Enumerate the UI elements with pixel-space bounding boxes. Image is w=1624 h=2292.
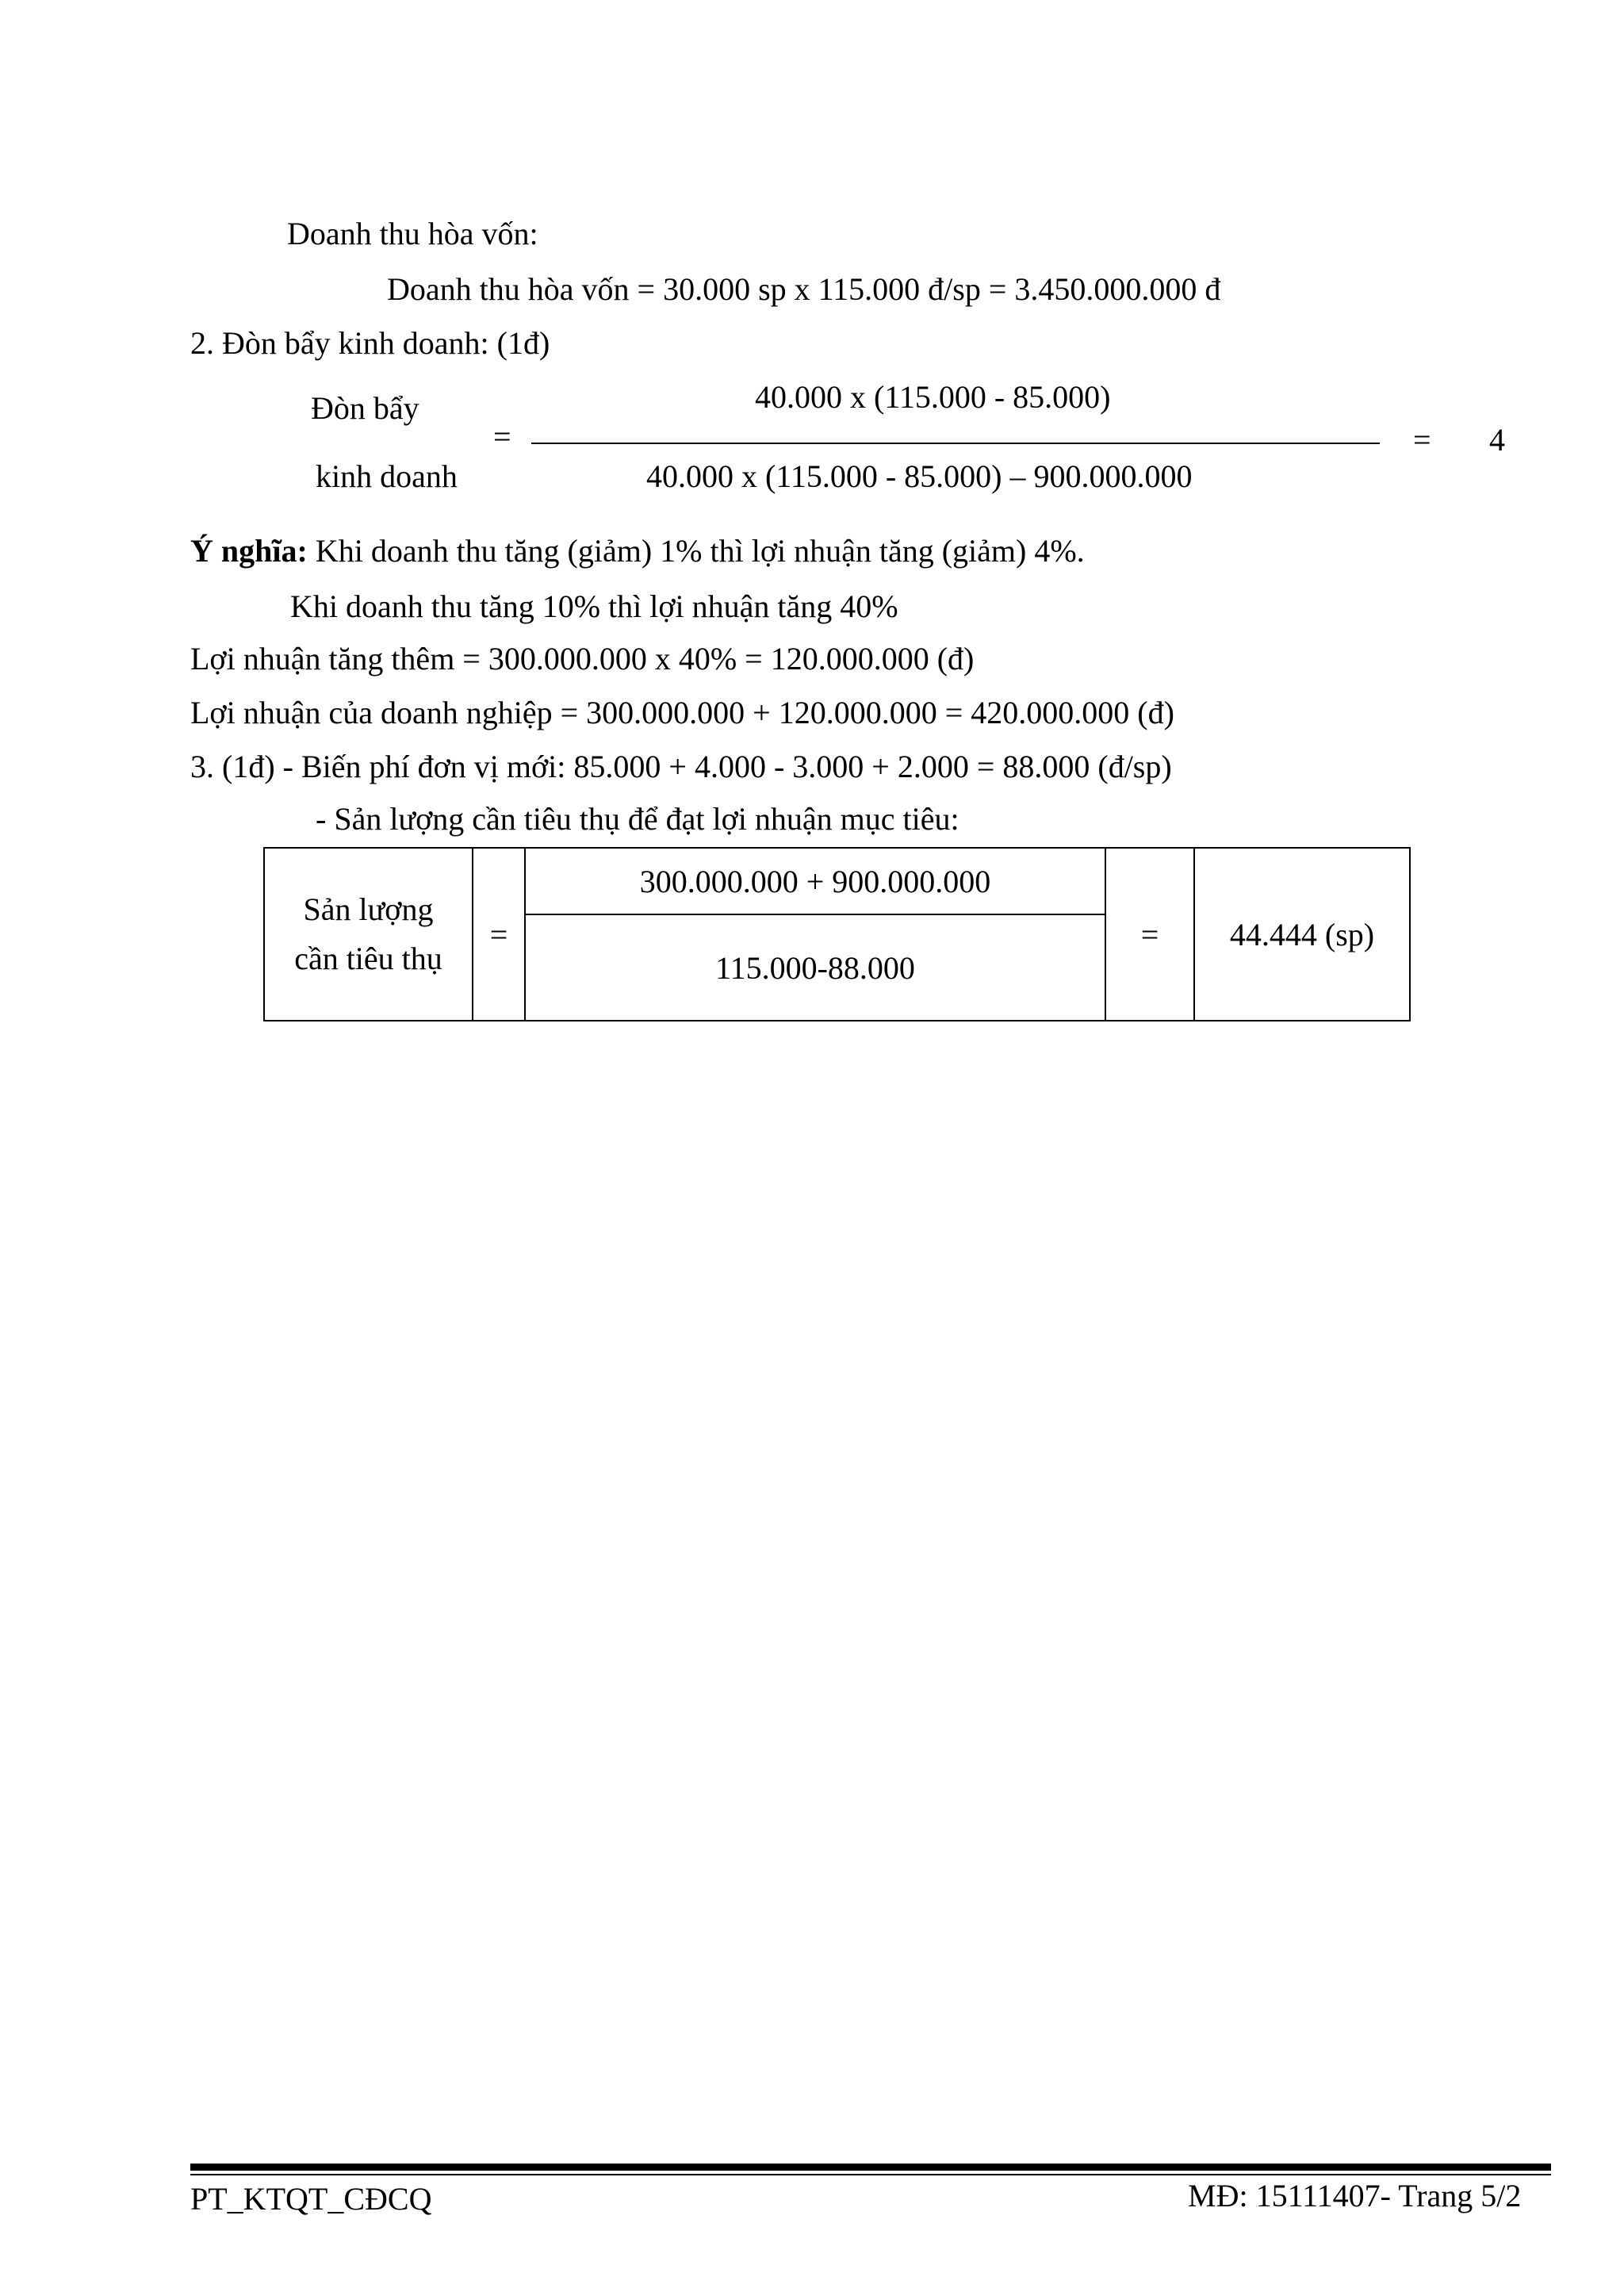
meaning-line2: Khi doanh thu tăng 10% thì lợi nhuận tăng 40% xyxy=(290,588,898,624)
variable-cost-line: 3. (1đ) - Biến phí đơn vị mới: 85.000 + 4.000 - 3.000 + 2.000 = 88.000 (đ/sp) xyxy=(190,749,1172,784)
volume-result-equals: = xyxy=(1140,916,1159,952)
leverage-denominator: 40.000 x (115.000 - 85.000) – 900.000.000 xyxy=(646,458,1193,494)
volume-equals-cell xyxy=(473,848,525,1021)
breakeven-revenue-formula: Doanh thu hòa vốn = 30.000 sp x 115.000 đ/sp = 3.450.000.000 đ xyxy=(387,271,1221,307)
leverage-label-line2: kinh doanh xyxy=(316,458,458,494)
meaning-line xyxy=(190,533,1085,569)
leverage-result-equals: = xyxy=(1413,422,1431,458)
leverage-fraction-bar xyxy=(531,443,1380,444)
volume-result-equals-cell xyxy=(1105,848,1194,1021)
profit-increase-line: Lợi nhuận tăng thêm = 300.000.000 x 40% = 120.000.000 (đ) xyxy=(190,641,975,676)
volume-denominator: 115.000-88.000 xyxy=(715,949,915,986)
volume-label-cell xyxy=(264,848,473,1021)
volume-label-line1: Sản lượng xyxy=(303,891,434,927)
volume-equals-sign: = xyxy=(489,916,508,952)
target-volume-table xyxy=(263,847,1411,1021)
leverage-equals-sign: = xyxy=(493,419,511,454)
meaning-label: Ý nghĩa: xyxy=(190,533,308,569)
leverage-numerator: 40.000 x (115.000 - 85.000) xyxy=(755,379,1111,415)
company-profit-line: Lợi nhuận của doanh nghiệp = 300.000.000 + 120.000.000 = 420.000.000 (đ) xyxy=(190,695,1174,730)
breakeven-revenue-heading: Doanh thu hòa vốn: xyxy=(287,216,538,251)
target-volume-line: - Sản lượng cần tiêu thụ để đạt lợi nhuận mục tiêu: xyxy=(316,801,959,837)
footer-rule-thin xyxy=(190,2174,1551,2175)
leverage-label-line1: Đòn bẩy xyxy=(311,390,419,426)
volume-result: 44.444 (sp) xyxy=(1229,916,1375,952)
volume-numerator: 300.000.000 + 900.000.000 xyxy=(639,863,991,899)
leverage-result: 4 xyxy=(1489,422,1505,458)
operating-leverage-heading: 2. Đòn bẩy kinh doanh: (1đ) xyxy=(190,325,550,361)
footer-page-info: MĐ: 15111407- Trang 5/2 xyxy=(1188,2178,1522,2213)
volume-result-cell xyxy=(1194,848,1410,1021)
volume-numerator-cell xyxy=(525,848,1105,914)
footer-left-code: PT_KTQT_CĐCQ xyxy=(190,2181,432,2217)
volume-label-line2: cần tiêu thụ xyxy=(294,941,442,976)
volume-denominator-cell xyxy=(525,914,1105,1021)
meaning-text: Khi doanh thu tăng (giảm) 1% thì lợi nhuận tăng (giảm) 4%. xyxy=(307,533,1085,569)
footer-rule-thick xyxy=(190,2164,1551,2171)
